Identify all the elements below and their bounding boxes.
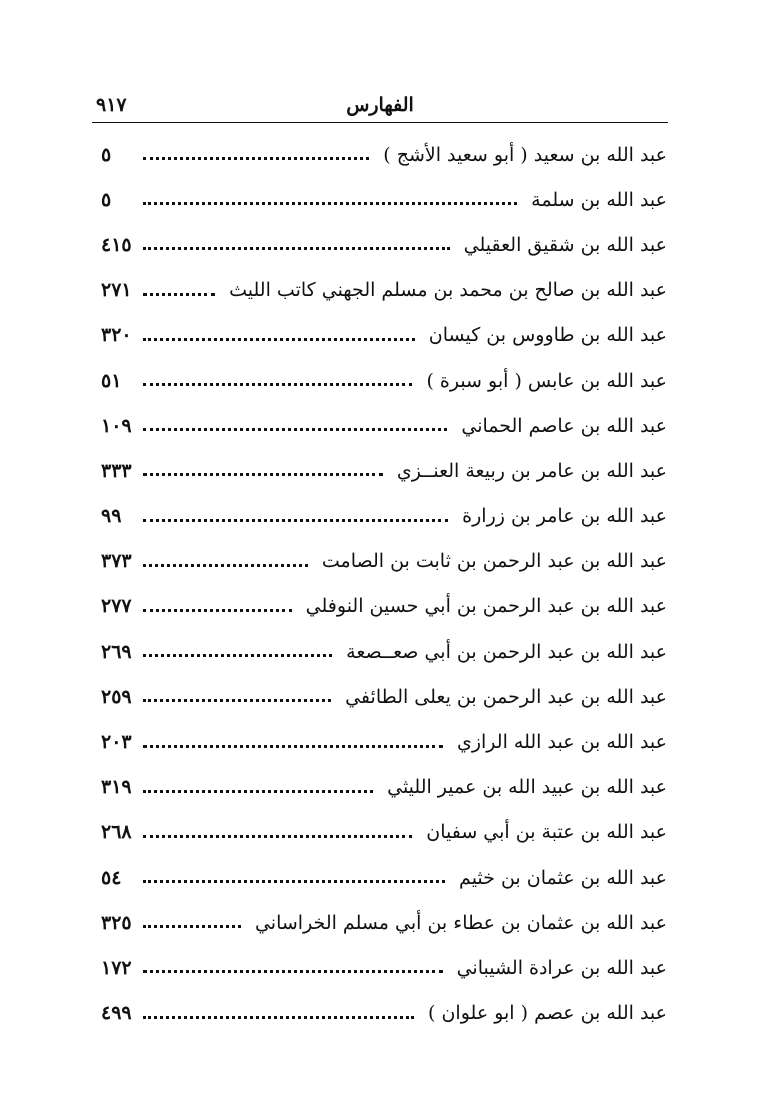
index-entry xyxy=(95,358,667,403)
index-entry xyxy=(95,539,667,584)
page-number: ٩١٧ xyxy=(96,94,127,116)
entry-name: عبد الله بن طاووس بن كيسان xyxy=(428,324,667,347)
index-entry xyxy=(95,900,667,945)
entry-page-number: ٣١٩ xyxy=(101,776,132,799)
dot-leader xyxy=(143,157,369,160)
index-entry xyxy=(95,719,667,764)
dot-leader xyxy=(143,699,331,702)
entry-name: عبد الله بن عثمان بن خثيم xyxy=(459,866,667,889)
entry-name: عبد الله بن عبد الرحمن بن ثابت بن الصامت xyxy=(321,550,667,573)
entry-page-number: ٣٧٣ xyxy=(101,550,132,573)
dot-leader xyxy=(143,247,450,250)
index-entry xyxy=(95,629,667,674)
dot-leader xyxy=(143,202,517,205)
entry-page-number: ١٠٩ xyxy=(101,414,132,437)
entry-page-number: ٥٤ xyxy=(101,866,122,889)
index-list xyxy=(95,132,667,1036)
dot-leader xyxy=(143,383,412,386)
entry-page-number: ٥ xyxy=(101,188,112,211)
entry-page-number: ٣٢٠ xyxy=(101,324,132,347)
index-entry xyxy=(95,991,667,1036)
entry-name: عبد الله بن سعيد ( أبو سعيد الأشج ) xyxy=(383,143,667,166)
index-entry xyxy=(95,584,667,629)
dot-leader xyxy=(143,519,448,522)
entry-page-number: ٣٣٣ xyxy=(101,459,132,482)
entry-page-number: ٤١٥ xyxy=(101,233,132,256)
index-entry xyxy=(95,132,667,177)
dot-leader xyxy=(143,654,332,657)
dot-leader xyxy=(143,745,443,748)
index-entry xyxy=(95,494,667,539)
index-entry xyxy=(95,313,667,358)
dot-leader xyxy=(143,880,445,883)
entry-name: عبد الله بن عبد الرحمن بن يعلى الطائفي xyxy=(345,685,667,708)
dot-leader xyxy=(143,835,412,838)
entry-name: عبد الله بن عتبة بن أبي سفيان xyxy=(426,821,667,844)
index-entry xyxy=(95,674,667,719)
entry-page-number: ٥١ xyxy=(101,369,122,392)
dot-leader xyxy=(143,790,373,793)
entry-name: عبد الله بن سلمة xyxy=(531,188,667,211)
entry-name: عبد الله بن عابس ( أبو سبرة ) xyxy=(426,369,667,392)
dot-leader xyxy=(143,609,292,612)
dot-leader xyxy=(143,925,241,928)
entry-name: عبد الله بن شقيق العقيلي xyxy=(463,233,667,256)
entry-name: عبد الله بن صالح بن محمد بن مسلم الجهني كاتب الليث xyxy=(229,279,667,302)
entry-name: عبد الله بن عبد الرحمن بن أبي صعــصعة xyxy=(346,640,667,663)
entry-name: عبد الله بن عبد الله الرازي xyxy=(456,731,667,754)
dot-leader xyxy=(143,970,443,973)
entry-page-number: ٢٦٩ xyxy=(101,640,132,663)
dot-leader xyxy=(143,473,383,476)
page-header xyxy=(92,94,668,123)
entry-page-number: ٣٢٥ xyxy=(101,911,132,934)
index-entry xyxy=(95,855,667,900)
index-entry xyxy=(95,765,667,810)
entry-name: عبد الله بن عصم ( ابو علوان ) xyxy=(428,1002,667,1025)
dot-leader xyxy=(143,428,447,431)
entry-page-number: ٥ xyxy=(101,143,112,166)
entry-name: عبد الله بن عثمان بن عطاء بن أبي مسلم الخراساني xyxy=(254,911,667,934)
dot-leader xyxy=(143,1016,414,1019)
index-entry xyxy=(95,177,667,222)
entry-page-number: ٢٧١ xyxy=(101,279,132,302)
dot-leader xyxy=(143,293,215,296)
index-entry xyxy=(95,268,667,313)
entry-name: عبد الله بن عاصم الحماني xyxy=(461,414,667,437)
index-entry xyxy=(95,448,667,493)
entry-page-number: ٢٥٩ xyxy=(101,685,132,708)
index-entry xyxy=(95,945,667,990)
entry-page-number: ١٧٢ xyxy=(101,956,132,979)
index-entry xyxy=(95,222,667,267)
dot-leader xyxy=(143,564,308,567)
entry-page-number: ٢٧٧ xyxy=(101,595,132,618)
entry-name: عبد الله بن عرادة الشيباني xyxy=(456,956,667,979)
dot-leader xyxy=(143,338,415,341)
page-title: الفهارس xyxy=(346,94,414,116)
entry-name: عبد الله بن عبد الرحمن بن أبي حسين النوفلي xyxy=(305,595,667,618)
entry-name: عبد الله بن عامر بن ربيعة العنــزي xyxy=(396,459,667,482)
entry-page-number: ٩٩ xyxy=(101,505,122,528)
index-entry xyxy=(95,403,667,448)
entry-page-number: ٢٠٣ xyxy=(101,731,132,754)
entry-name: عبد الله بن عبيد الله بن عمير الليثي xyxy=(387,776,667,799)
entry-name: عبد الله بن عامر بن زرارة xyxy=(462,505,667,528)
entry-page-number: ٢٦٨ xyxy=(101,821,132,844)
entry-page-number: ٤٩٩ xyxy=(101,1002,132,1025)
index-entry xyxy=(95,810,667,855)
